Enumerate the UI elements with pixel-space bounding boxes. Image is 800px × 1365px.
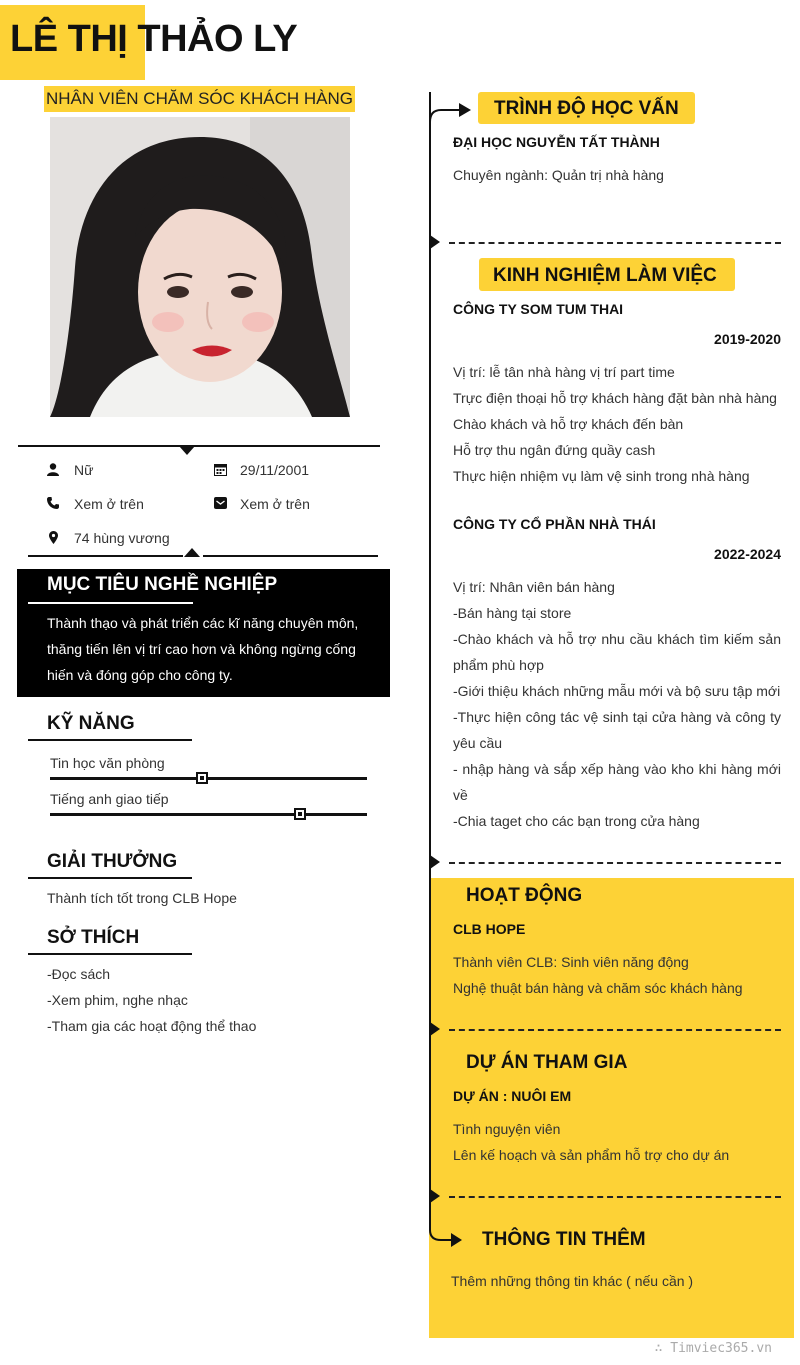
- project-line: Lên kế hoạch và sản phẩm hỗ trợ cho dự án: [453, 1147, 730, 1163]
- address-value: 74 hùng vương: [74, 530, 170, 546]
- education-title: TRÌNH ĐỘ HỌC VẤN: [494, 98, 679, 119]
- job-duty: -Chia taget cho các bạn trong cửa hàng: [453, 813, 700, 829]
- job-duty: Vị trí: lễ tân nhà hàng vị trí part time: [453, 364, 675, 380]
- objective-text: Thành thạo và phát triển các kĩ năng chuyên môn, thăng tiến lên vị trí cao hơn và không ngừng cống hiến và đóng góp cho công ty.: [47, 615, 359, 683]
- email-icon: [212, 495, 228, 511]
- skill-label: Tiếng anh giao tiếp: [50, 791, 169, 807]
- job-duty: Chào khách và hỗ trợ khách đến bàn: [453, 416, 684, 432]
- timeline-marker-icon: [430, 855, 440, 869]
- section-divider: [449, 242, 781, 244]
- phone-icon: [45, 495, 61, 511]
- objective-underline: [28, 602, 193, 604]
- calendar-icon: [212, 461, 228, 477]
- job-duty: - nhập hàng và sắp xếp hàng vào kho khi hàng mới về: [453, 761, 781, 803]
- timeline-marker-icon: [430, 235, 440, 249]
- job-title: NHÂN VIÊN CHĂM SÓC KHÁCH HÀNG: [44, 86, 355, 112]
- arrow-right-icon: [429, 98, 473, 124]
- user-icon: [45, 461, 61, 477]
- phone-value: Xem ở trên: [74, 496, 144, 512]
- gender-value: Nữ: [74, 462, 94, 478]
- school-name: ĐẠI HỌC NGUYỄN TẤT THÀNH: [453, 134, 660, 150]
- skill-level-marker: [196, 772, 208, 784]
- skills-underline: [28, 739, 192, 741]
- timeline-line: [429, 92, 431, 1230]
- hobby-item: -Đọc sách: [47, 966, 111, 982]
- caret-down-icon: [179, 446, 195, 455]
- awards-underline: [28, 877, 192, 879]
- skill-level-marker: [294, 808, 306, 820]
- arrow-right-icon: [429, 1216, 463, 1250]
- hobby-item: -Tham gia các hoạt động thể thao: [47, 1018, 257, 1034]
- activities-panel: [429, 878, 794, 1338]
- job-duty: -Thực hiện công tác vệ sinh tại cửa hàng và công ty yêu cầu: [453, 709, 781, 751]
- contact-top-rule: [18, 445, 380, 447]
- watermark: ∴ Timviec365.vn: [654, 1341, 772, 1356]
- section-divider: [449, 1029, 781, 1031]
- skill-bar: [50, 777, 367, 780]
- contact-bottom-rule-left: [28, 555, 183, 557]
- job-years: 2022-2024: [714, 546, 781, 562]
- awards-title: GIẢI THƯỞNG: [47, 851, 178, 872]
- objective-title: MỤC TIÊU NGHỀ NGHIỆP: [47, 574, 278, 595]
- hobbies-title: SỞ THÍCH: [47, 927, 140, 948]
- birthday-value: 29/11/2001: [240, 462, 310, 478]
- company-name: CÔNG TY CỔ PHẦN NHÀ THÁI: [453, 516, 656, 532]
- activity-line: Thành viên CLB: Sinh viên năng động: [453, 954, 689, 970]
- activity-org: CLB HOPE: [453, 921, 526, 937]
- job-duty: Hỗ trợ thu ngân đứng quầy cash: [453, 442, 656, 458]
- section-divider: [449, 1196, 781, 1198]
- job-duty: -Giới thiệu khách những mẫu mới và bộ sưu tập mới: [453, 683, 781, 699]
- extra-title: THÔNG TIN THÊM: [482, 1229, 646, 1250]
- award-item: Thành tích tốt trong CLB Hope: [47, 890, 237, 906]
- job-duty: Thực hiện nhiệm vụ làm vệ sinh trong nhà hàng: [453, 468, 750, 484]
- hobbies-underline: [28, 953, 192, 955]
- hobby-item: -Xem phim, nghe nhạc: [47, 992, 188, 1008]
- major: Chuyên ngành: Quản trị nhà hàng: [453, 167, 664, 183]
- project-line: Tình nguyện viên: [453, 1121, 561, 1137]
- job-duty: Vị trí: Nhân viên bán hàng: [453, 579, 615, 595]
- activity-line: Nghệ thuật bán hàng và chăm sóc khách hàng: [453, 980, 743, 996]
- contact-bottom-rule-right: [203, 555, 378, 557]
- timeline-marker-icon: [430, 1022, 440, 1036]
- job-duty: -Chào khách và hỗ trợ nhu cầu khách tìm kiếm sản phẩm phù hợp: [453, 631, 781, 673]
- candidate-name: LÊ THỊ THẢO LY: [10, 18, 298, 60]
- skills-title: KỸ NĂNG: [47, 713, 135, 734]
- email-value: Xem ở trên: [240, 496, 310, 512]
- job-years: 2019-2020: [714, 331, 781, 347]
- timeline-marker-icon: [430, 1189, 440, 1203]
- activities-title: HOẠT ĐỘNG: [466, 885, 583, 906]
- skill-bar: [50, 813, 367, 816]
- extra-text: Thêm những thông tin khác ( nếu cần ): [451, 1273, 694, 1289]
- caret-up-icon: [184, 548, 200, 557]
- location-pin-icon: [45, 529, 61, 545]
- project-name: DỰ ÁN : NUÔI EM: [453, 1088, 572, 1104]
- skill-label: Tin học văn phòng: [50, 755, 165, 771]
- section-divider: [449, 862, 781, 864]
- experience-title: KINH NGHIỆM LÀM VIỆC: [493, 265, 717, 286]
- job-duty: Trực điện thoại hỗ trợ khách hàng đặt bàn nhà hàng: [453, 390, 777, 406]
- job-duty: -Bán hàng tại store: [453, 605, 572, 621]
- projects-title: DỰ ÁN THAM GIA: [466, 1052, 628, 1073]
- company-name: CÔNG TY SOM TUM THAI: [453, 301, 624, 317]
- profile-photo: [50, 117, 350, 417]
